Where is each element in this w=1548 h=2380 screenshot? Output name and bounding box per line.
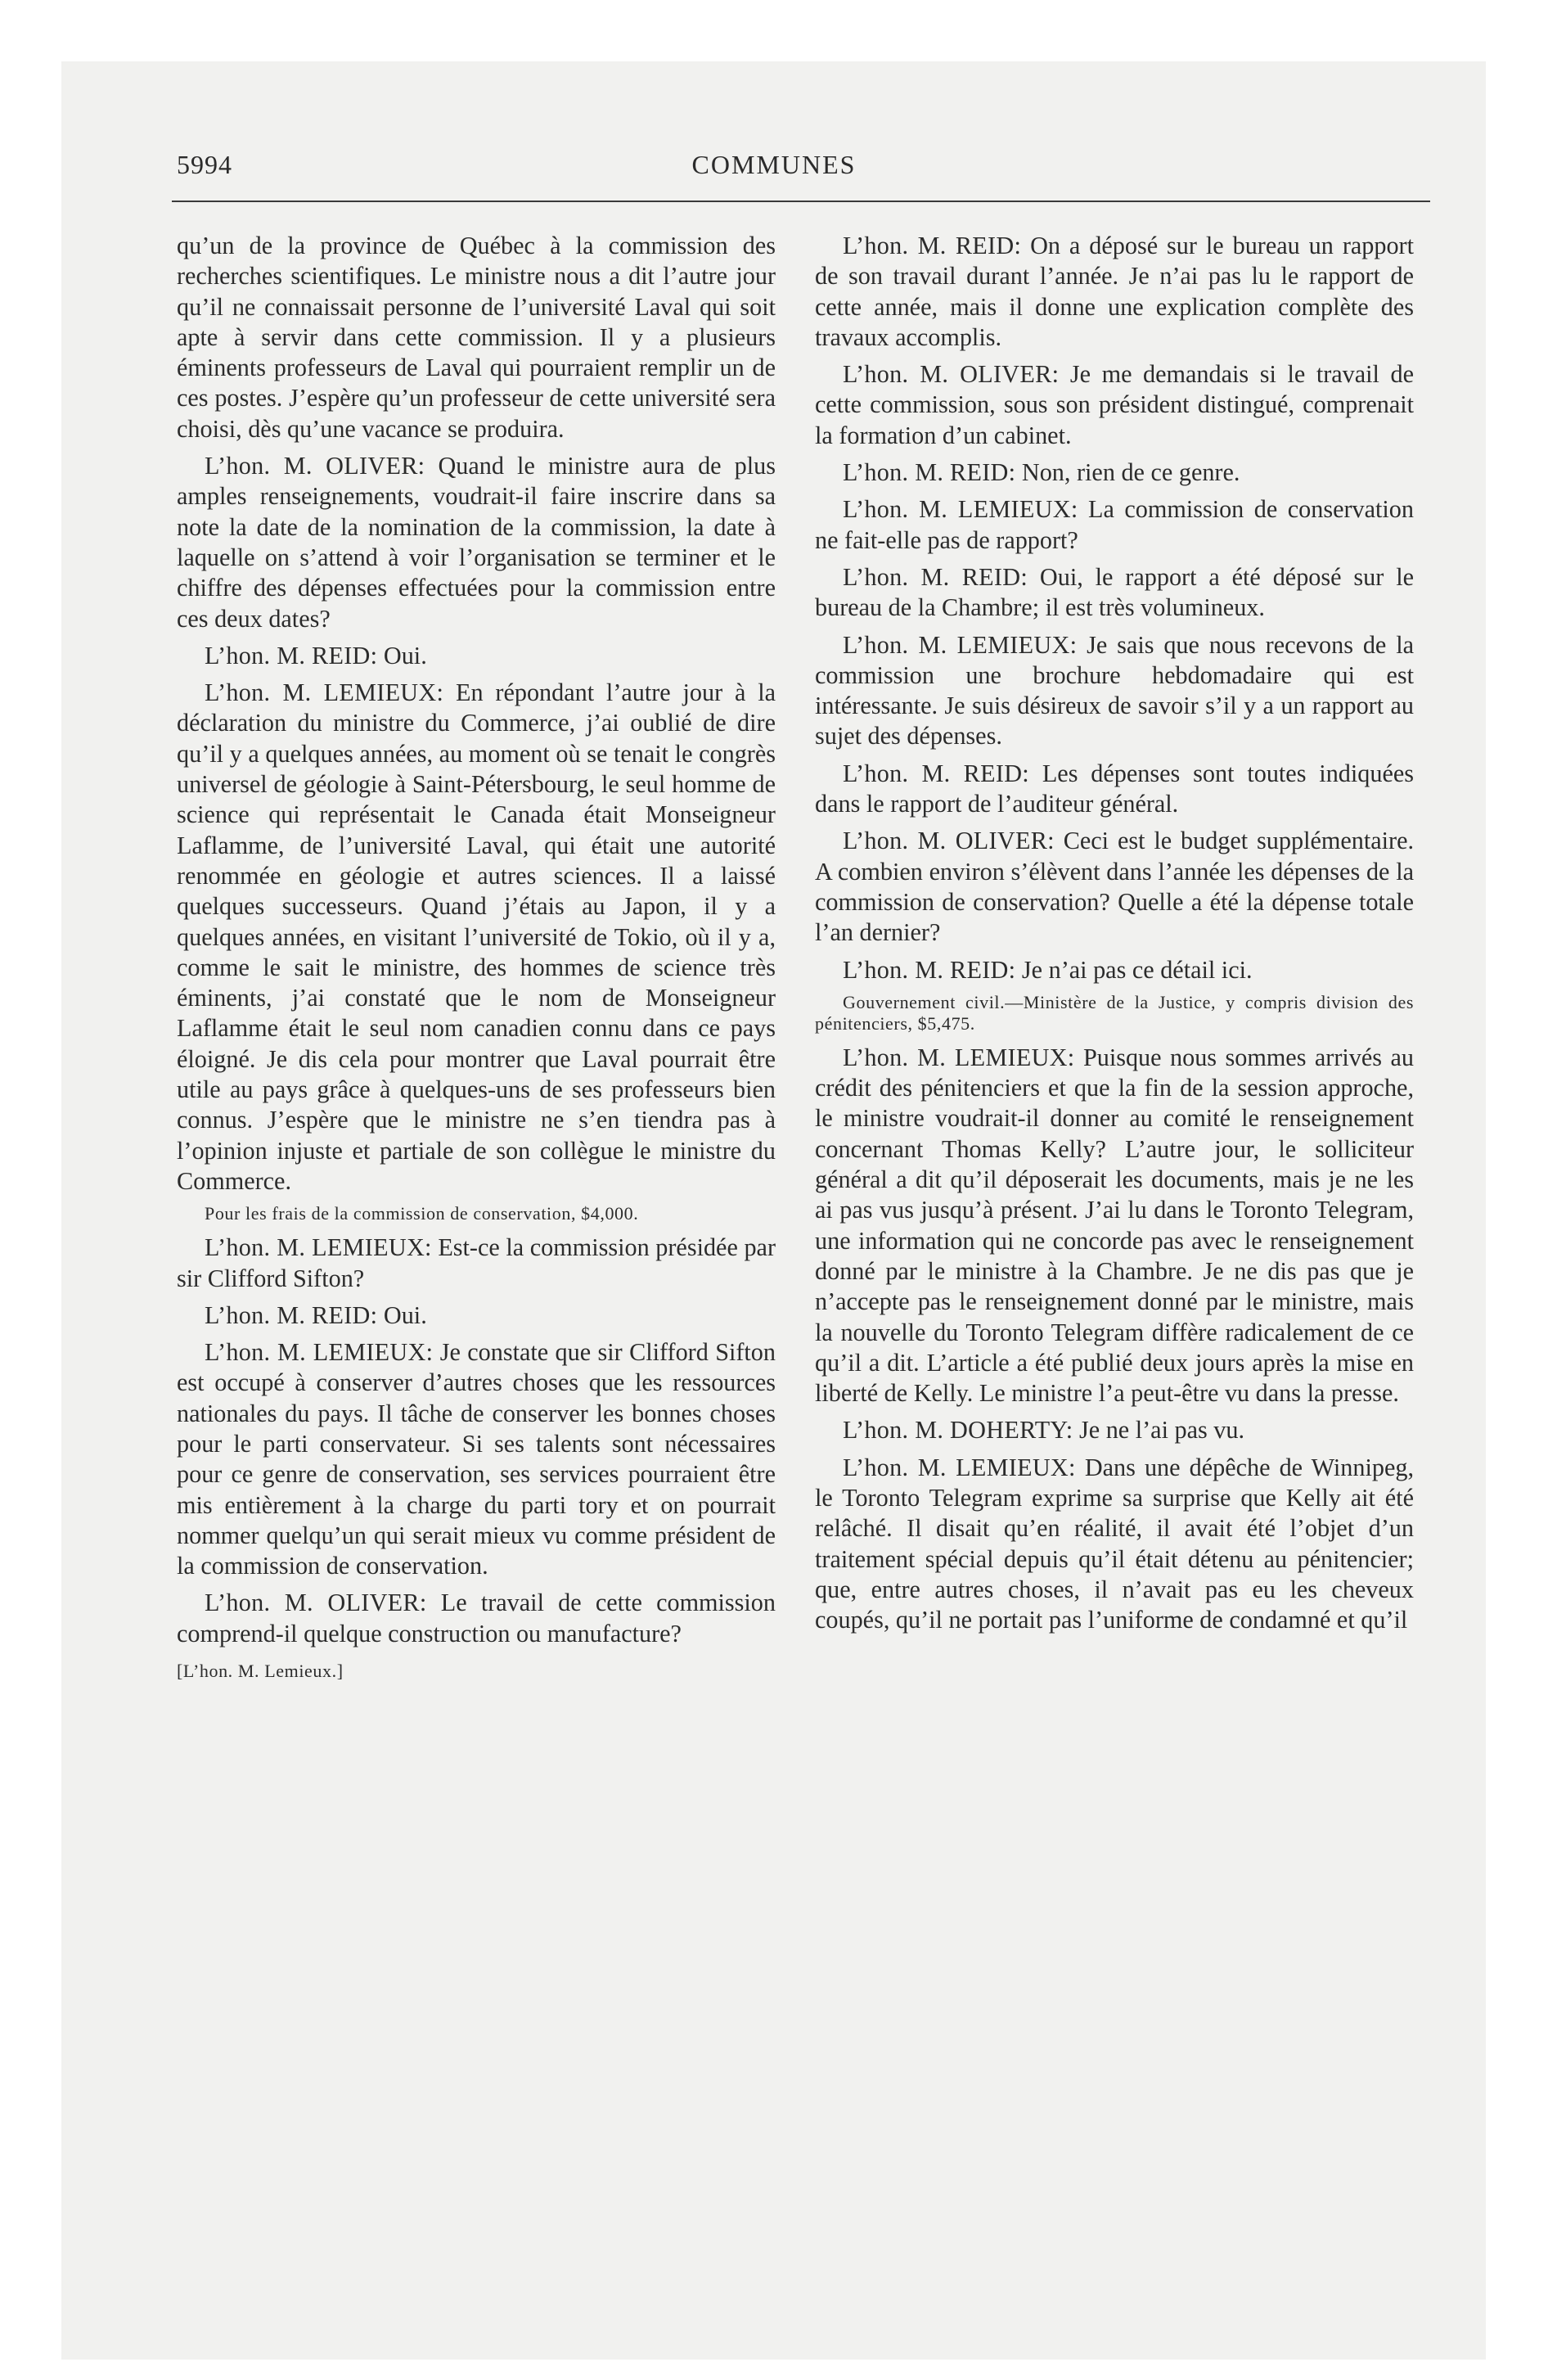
speech: L’hon. M. LEMIEUX: Puisque nous sommes arrivés au crédit des pénitenciers et que la fin de la session approche, le ministre voudrait-il donner au comité le renseignement concernant Thomas Kelly? L’autre jour, le solliciteur général a dit qu’il déposerait les documents, mais je ne les ai pas vus jusqu’à présent. J’ai lu dans le Toronto Telegram, une information qui ne concorde pas avec le renseignement donné par le ministre à la Chambre. Je ne dis pas que je n’accepte pas le renseignement donné par le ministre, mais la nouvelle du Toronto Telegram diffère radicalement de ce qu’il a dit. L’article a été publié deux jours après la mise en liberté de Kelly. Le ministre l’a peut-être vu dans la presse.: [815, 1043, 1414, 1408]
vote-item: Gouvernement civil.—Ministère de la Justice, y compris division des pénitenciers, $5,475.: [815, 991, 1414, 1034]
left-column: [177, 231, 776, 1688]
speech: L’hon. M. REID: Les dépenses sont toutes indiquées dans le rapport de l’auditeur général.: [815, 759, 1414, 818]
speaker: L’hon. M. REID:: [843, 955, 1016, 984]
speaker: L’hon. M. LEMIEUX:: [843, 1453, 1076, 1481]
speech: L’hon. M. LEMIEUX: Je sais que nous recevons de la commission une brochure hebdomadaire qui est intéressante. Je suis désireux de savoir s’il y a un rapport au sujet des dépenses.: [815, 630, 1414, 751]
header-rule: [172, 201, 1430, 202]
speech: L’hon. M. REID: Oui.: [205, 641, 427, 669]
speaker: L’hon. M. REID:: [205, 1300, 378, 1329]
speech: L’hon. M. LEMIEUX: La commission de conservation ne fait-elle pas de rapport?: [815, 495, 1414, 554]
running-head: COMMUNES: [691, 150, 857, 179]
speaker: L’hon. M. DOHERTY:: [843, 1416, 1073, 1445]
speaker: L’hon. M. LEMIEUX:: [843, 495, 1078, 524]
speaker: L’hon. M. LEMIEUX:: [843, 630, 1078, 659]
footnote: [L’hon. M. Lemieux.]: [177, 1661, 344, 1682]
speaker: L’hon. M. LEMIEUX:: [205, 678, 444, 707]
speaker: L’hon. M. REID:: [843, 232, 1022, 259]
speech: L’hon. M. REID: Je n’ai pas ce détail ici.: [843, 955, 1253, 984]
paragraph: qu’un de la province de Québec à la commission des recherches scientifiques. Le ministre nous a dit l’autre jour qu’il ne connaissait personne de l’université Laval qui soit apte à servir dans cette commission. Il y a plusieurs éminents professeurs de Laval qui pourraient remplir un de ces postes. J’espère qu’un professeur de cette université sera choisi, dès qu’une vacance se produira.: [177, 232, 776, 443]
speaker: L’hon. M. OLIVER:: [205, 1589, 427, 1617]
speaker: L’hon. M. LEMIEUX:: [205, 1338, 434, 1367]
page-number: 5994: [177, 150, 232, 179]
speech: L’hon. M. REID: Non, rien de ce genre.: [843, 458, 1240, 487]
speaker: L’hon. M. OLIVER:: [843, 827, 1055, 855]
speech: L’hon. M. LEMIEUX: Je constate que sir Clifford Sifton est occupé à conserver d’autres choses que les ressources nationales du pays. Il tâche de conserver les bonnes choses pour le parti conservateur. Si ses talents sont nécessaires pour ce genre de conservation, ses services pourraient être mis entièrement à la charge du parti tory et on pourrait nommer quelqu’un qui serait mieux vu comme président de la commission de conservation.: [177, 1338, 776, 1580]
speech: L’hon. M. REID: Oui.: [205, 1300, 427, 1329]
speaker: L’hon. M. LEMIEUX:: [843, 1043, 1075, 1071]
speaker: L’hon. M. REID:: [843, 759, 1029, 787]
speech: L’hon. M. LEMIEUX: En répondant l’autre jour à la déclaration du ministre du Commerce, j’ai oublié de dire qu’il y a quelques années, au moment où se tenait le congrès universel de géologie à Saint-Pétersbourg, le seul homme de science qui représentait le Canada était Monseigneur Laflamme, de l’université Laval, qui était une autorité renommée en géologie et autres sciences. Il a laissé quelques successeurs. Quand j’étais au Japon, il y a quelques années, en visitant l’université de Tokio, où il y a, comme le sait le ministre, des hommes de science très éminents, j’ai constaté que le nom de Monseigneur Laflamme était le seul nom canadien connu dans ce pays éloigné. Je dis cela pour montrer que Laval pourrait être utile au pays grâce à quelques-uns de ses professeurs bien connus. J’espère que le ministre ne s’en tiendra pas à l’opinion injuste et partiale de son collègue le ministre du Commerce.: [177, 678, 776, 1195]
speech: L’hon. M. REID: Oui, le rapport a été déposé sur le bureau de la Chambre; il est très volumineux.: [815, 562, 1414, 622]
speech: L’hon. M. LEMIEUX: Dans une dépêche de Winnipeg, le Toronto Telegram exprime sa surprise que Kelly ait été relâché. Il disait qu’en réalité, il avait été l’objet d’un traitement spécial depuis qu’il était détenu au pénitencier; que, entre autres choses, il n’avait pas eu les cheveux coupés, qu’il ne portait pas l’uniforme de condamné et qu’il: [815, 1453, 1414, 1634]
speaker: L’hon. M. LEMIEUX:: [205, 1233, 432, 1262]
speech: L’hon. M. LEMIEUX: Est-ce la commission présidée par sir Clifford Sifton?: [177, 1233, 776, 1292]
speech: L’hon. M. OLIVER: Ceci est le budget supplémentaire. A combien environ s’élèvent dans l’année les dépenses de la commission de conservation? Quelle a été la dépense totale l’an dernier?: [815, 827, 1415, 947]
speaker: L’hon. M. OLIVER:: [205, 452, 425, 480]
speaker: L’hon. M. REID:: [843, 458, 1016, 487]
vote-item: Pour les frais de la commission de conservation, $4,000.: [205, 1203, 639, 1224]
speech: L’hon. M. OLIVER: Je me demandais si le travail de cette commission, sous son président distingué, comprenait la formation d’un cabinet.: [815, 360, 1415, 449]
speaker: L’hon. M. REID:: [843, 562, 1028, 591]
speech: L’hon. M. OLIVER: Le travail de cette commission comprend-il quelque construction ou manufacture?: [177, 1589, 776, 1648]
speech: L’hon. M. DOHERTY: Je ne l’ai pas vu.: [843, 1416, 1245, 1445]
speaker: L’hon. M. REID:: [205, 641, 378, 669]
speech: L’hon. M. OLIVER: Quand le ministre aura de plus amples renseignements, voudrait-il faire inscrire dans sa note la date de la nomination de la commission, la date à laquelle on s’attend à voir l’organisation se terminer et le chiffre des dépenses effectuées pour la commission entre ces deux dates?: [177, 452, 776, 633]
right-column: [815, 231, 1414, 1642]
speech: L’hon. M. REID: On a déposé sur le bureau un rapport de son travail durant l’année. Je n’ai pas lu le rapport de cette année, mais il donne une explication complète des travaux accomplis.: [815, 232, 1414, 351]
speaker: L’hon. M. OLIVER:: [843, 360, 1060, 389]
